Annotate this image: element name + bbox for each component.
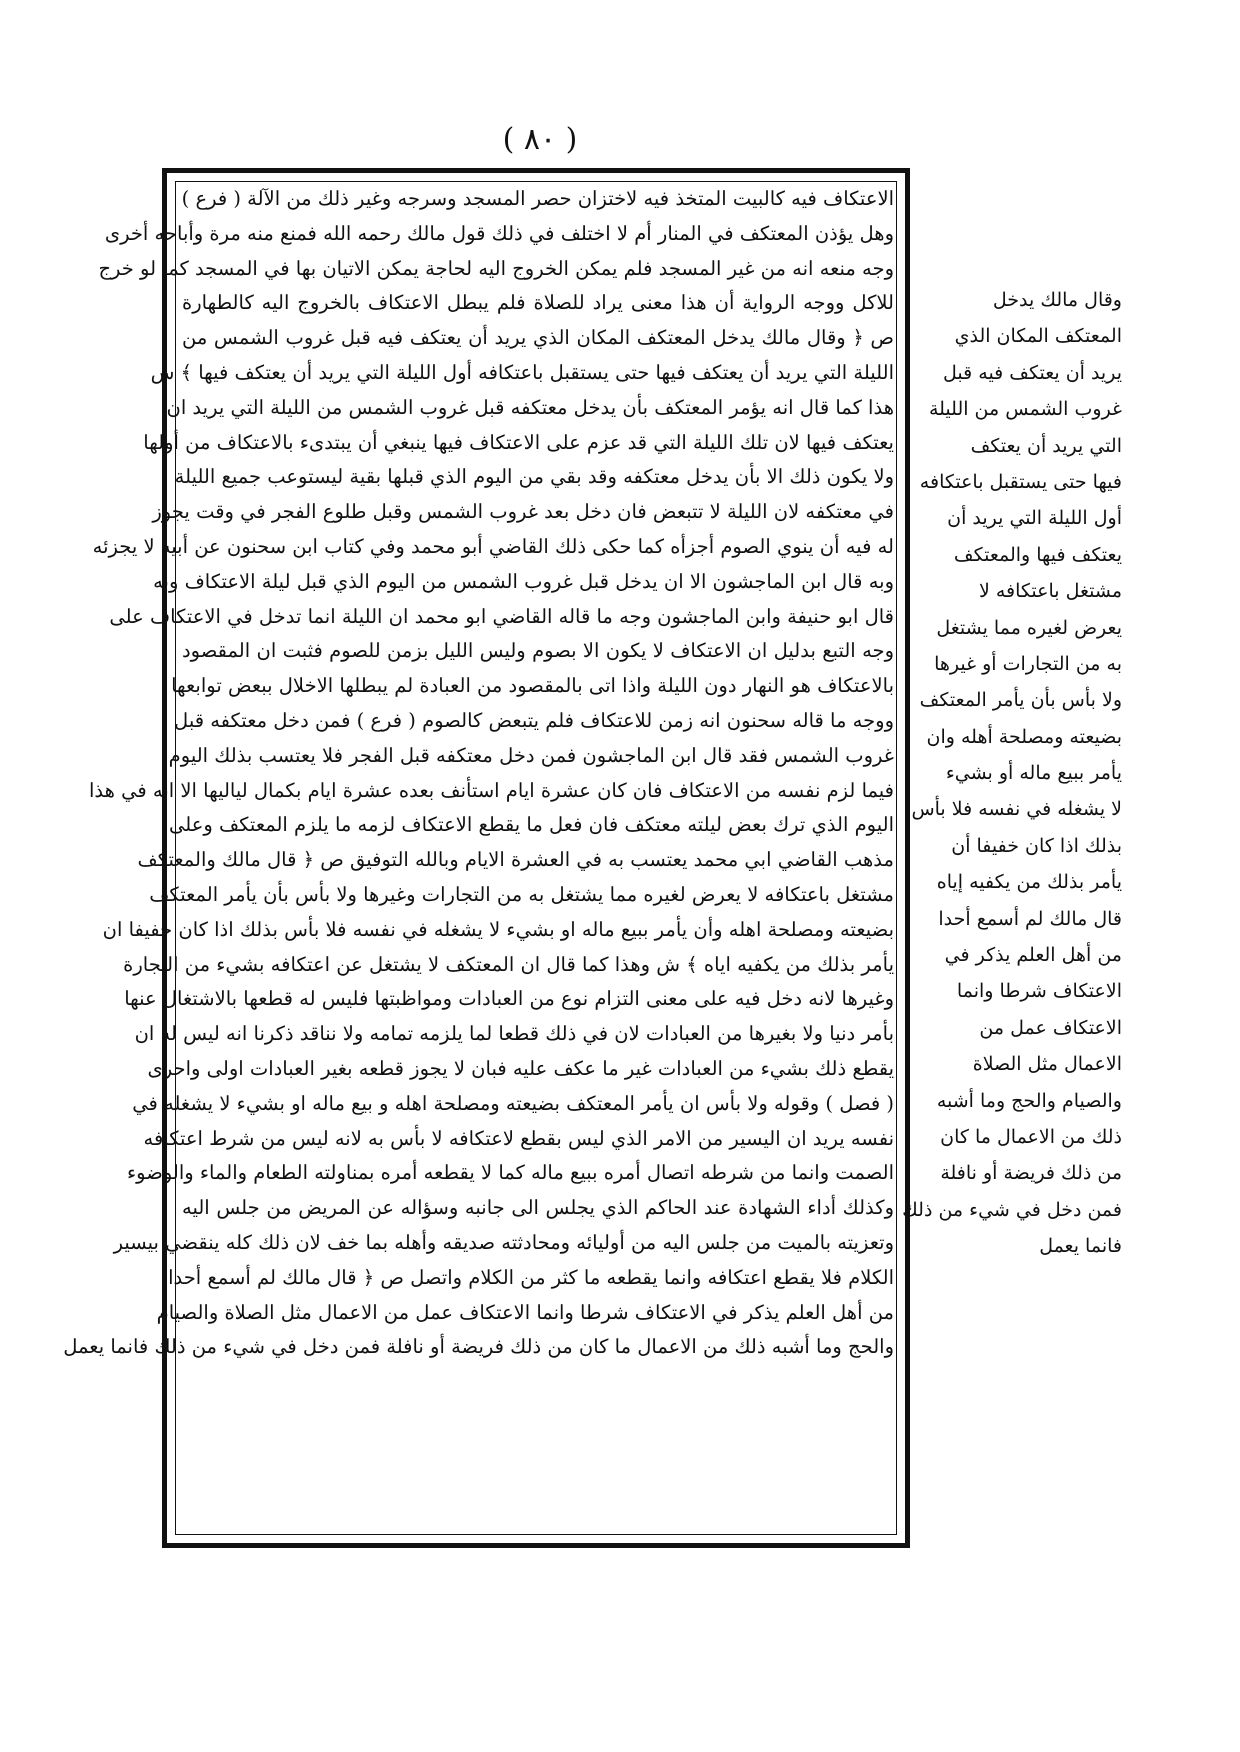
margin-text-line: مشتغل باعتكافه لا	[978, 580, 1122, 603]
main-text-line: غروب الشمس فقد قال ابن الماجشون فمن دخل معتكفه قبل الفجر فلا يعتسب بذلك اليوم	[168, 743, 894, 767]
main-text-line: وبه قال ابن الماجشون الا ان يدخل قبل غروب الشمس من اليوم الذي قبل ليلة الاعتكاف وبه	[153, 569, 894, 593]
main-text-line: قال ابو حنيفة وابن الماجشون وجه ما قاله القاضي ابو محمد ان الليلة انما تدخل في الاعتكاف على	[109, 604, 894, 628]
main-text-line: وتعزيته بالميت من جلس اليه من أوليائه ومحادثته صديقه وأهله بما خف لان ذلك كله ينقضي بيسير	[113, 1230, 894, 1254]
main-text-line: يقطع ذلك بشيء من العبادات غير ما عكف عليه فبان لا يجوز قطعه بغير العبادات اولى واحرى	[147, 1056, 894, 1080]
margin-commentary	[902, 282, 1122, 1612]
margin-text-line: من أهل العلم يذكر في	[944, 944, 1122, 967]
main-text-line: وهل يؤذن المعتكف في المنار أم لا اختلف في ذلك قول مالك رحمه الله فمنع منه مرة وأباحه أخرى	[104, 221, 894, 245]
margin-text-line: التي يريد أن يعتكف	[970, 434, 1122, 457]
margin-text-line: من ذلك فريضة أو نافلة	[940, 1162, 1122, 1185]
margin-text-line: قال مالك لم أسمع أحدا	[938, 907, 1122, 930]
margin-text-line: لا يشغله في نفسه فلا بأس	[911, 798, 1122, 821]
main-text-line: فيما لزم نفسه من الاعتكاف فان كان عشرة ايام استأنف بعده عشرة ايام بكمال لياليها الا انه في هذا	[89, 778, 894, 802]
margin-text-line: ولا بأس بأن يأمر المعتكف	[919, 689, 1122, 712]
main-text-line: ص ﴿ وقال مالك يدخل المعتكف المكان الذي يريد أن يعتكف فيه قبل غروب الشمس من	[182, 326, 894, 350]
margin-text-line: يعتكف فيها والمعتكف	[953, 543, 1122, 566]
main-text-line: نفسه يريد ان اليسير من الامر الذي ليس بقطع لاعتكافه لا بأس به لانه ليس من شرط اعتكافه	[143, 1126, 894, 1150]
margin-text-line: فيها حتى يستقبل باعتكافه	[919, 470, 1122, 493]
margin-text-line: به من التجارات أو غيرها	[934, 652, 1122, 675]
margin-text-line: فانما يعمل	[1039, 1235, 1122, 1258]
margin-text-line: يعرض لغيره مما يشتغل	[936, 616, 1122, 639]
main-text-line: بأمر دنيا ولا بغيرها من العبادات لان في ذلك قطعا لما يلزمه تمامه ولا نناقد ذكرنا انه ليس له ان	[134, 1022, 894, 1046]
margin-text-line: الاعتكاف شرطا وانما	[956, 980, 1122, 1003]
main-text-line: بالاعتكاف هو النهار دون الليلة واذا اتى بالمقصود من العبادة لم يبطلها الاخلال ببعض توابعها	[171, 674, 894, 698]
margin-text-line: أول الليلة التي يريد أن	[947, 507, 1122, 530]
margin-text-line: يأمر بذلك من يكفيه إياه	[936, 871, 1122, 894]
margin-text-line: وقال مالك يدخل	[992, 289, 1122, 311]
margin-text-line: غروب الشمس من الليلة	[928, 398, 1122, 421]
main-text-line: بضيعته ومصلحة اهله وأن يأمر ببيع ماله او بشيء لا يشغله في نفسه فلا بأس بذلك اذا كان خفيفا ان	[102, 917, 894, 941]
main-text-line: الاعتكاف فيه كالبيت المتخذ فيه لاختزان حصر المسجد وسرجه وغير ذلك من الآلة ( فرع )	[181, 187, 894, 210]
margin-text-line: الاعتكاف عمل من	[979, 1016, 1122, 1039]
main-text-line: للاكل ووجه الرواية أن هذا معنى يراد للصلاة فلم يبطل الاعتكاف بالخروج اليه كالطهارة	[182, 291, 894, 315]
page-number: ( ٨٠ )	[502, 122, 578, 157]
margin-text-line: المعتكف المكان الذي	[954, 325, 1122, 348]
main-text-line: ولا يكون ذلك الا بأن يدخل معتكفه وقد بقي من اليوم الذي قبلها بقية ليستوعب جميع الليلة	[174, 465, 894, 489]
margin-text-line: يريد أن يعتكف فيه قبل	[943, 361, 1122, 384]
main-text-line: والحج وما أشبه ذلك من الاعمال ما كان من ذلك فريضة أو نافلة فمن دخل في شيء من ذلك فانما يعمل	[63, 1335, 894, 1359]
main-text-block	[63, 182, 894, 1534]
margin-text-line: بذلك اذا كان خفيفا أن	[951, 834, 1122, 857]
main-text-line: ( فصل ) وقوله ولا بأس ان يأمر المعتكف بضيعته ومصلحة اهله و بيع ماله او بشيء لا يشغله في	[132, 1091, 894, 1115]
main-text-line: في معتكفه لان الليلة لا تتبعض فان دخل بعد غروب الشمس وقبل طلوع الفجر في وقت يجوز	[152, 500, 894, 524]
margin-text-line: الاعمال مثل الصلاة	[972, 1053, 1122, 1076]
main-text-line: الليلة التي يريد أن يعتكف فيها حتى يستقبل باعتكافه أول الليلة التي يريد أن يعتكف فيها ﴾ ش	[150, 360, 894, 384]
margin-text-line: يأمر ببيع ماله أو بشيء	[945, 762, 1122, 785]
main-text-line: مذهب القاضي ابي محمد يعتسب به في العشرة الايام وبالله التوفيق ص ﴿ قال مالك والمعتكف	[137, 848, 894, 872]
main-text-line: وكذلك أداء الشهادة عند الحاكم الذي يجلس الى جانبه وسؤاله عن المريض من جلس اليه	[182, 1196, 894, 1220]
main-text-line: وغيرها لانه دخل فيه على معنى التزام نوع من العبادات ومواظبتها فليس له قطعها بالاشتغال عنها	[124, 987, 894, 1011]
main-text-line: وجه منعه انه من غير المسجد فلم يمكن الخروج اليه لحاجة يمكن الاتيان بها في المسجد كما لو خرج	[98, 256, 894, 280]
main-text-line: من أهل العلم يذكر في الاعتكاف شرطا وانما الاعتكاف عمل من الاعمال مثل الصلاة والصيام	[156, 1300, 894, 1324]
main-text-line: وجه التبع بدليل ان الاعتكاف لا يكون الا بصوم وليس الليل بزمن للصوم فثبت ان المقصود	[182, 639, 894, 663]
main-text-line: ووجه ما قاله سحنون انه زمن للاعتكاف فلم يتبعض كالصوم ( فرع ) فمن دخل معتكفه قبل	[174, 708, 894, 732]
main-text-line: الصمت وانما من شرطه اتصال أمره ببيع ماله كما لا يقطعه أمره بمناولته الطعام والماء والوضوء	[127, 1161, 894, 1185]
main-text-line: يعتكف فيها لان تلك الليلة التي قد عزم على الاعتكاف فيها ينبغي أن يبتدىء بالاعتكاف من أولها	[143, 430, 894, 454]
margin-text-line: فمن دخل في شيء من ذلك	[902, 1198, 1122, 1221]
margin-text-line: والصيام والحج وما أشبه	[936, 1089, 1122, 1112]
main-text-line: اليوم الذي ترك بعض ليلته معتكف فان فعل ما يقطع الاعتكاف لزمه ما يلزم المعتكف وعلى	[169, 813, 894, 837]
main-text-line: يأمر بذلك من يكفيه اياه ﴾ ش وهذا كما قال ان المعتكف لا يشتغل عن اعتكافه بشيء من التجارة	[123, 952, 894, 976]
main-text-line: الكلام فلا يقطع اعتكافه وانما يقطعه ما كثر من الكلام واتصل ص ﴿ قال مالك لم أسمع أحدا	[168, 1265, 894, 1289]
main-text-line: له فيه أن ينوي الصوم أجزأه كما حكى ذلك القاضي أبو محمد وفي كتاب ابن سحنون عن أبيه لا يجزئه	[92, 534, 894, 558]
margin-text-line: ذلك من الاعمال ما كان	[940, 1125, 1122, 1148]
main-text-line: مشتغل باعتكافه لا يعرض لغيره مما يشتغل به من التجارات وغيرها ولا بأس بأن يأمر المعتكف	[149, 882, 894, 906]
main-text-line: هذا كما قال انه يؤمر المعتكف بأن يدخل معتكفه قبل غروب الشمس من الليلة التي يريد ان	[166, 395, 894, 419]
margin-text-line: بضيعته ومصلحة أهله وان	[926, 725, 1122, 748]
